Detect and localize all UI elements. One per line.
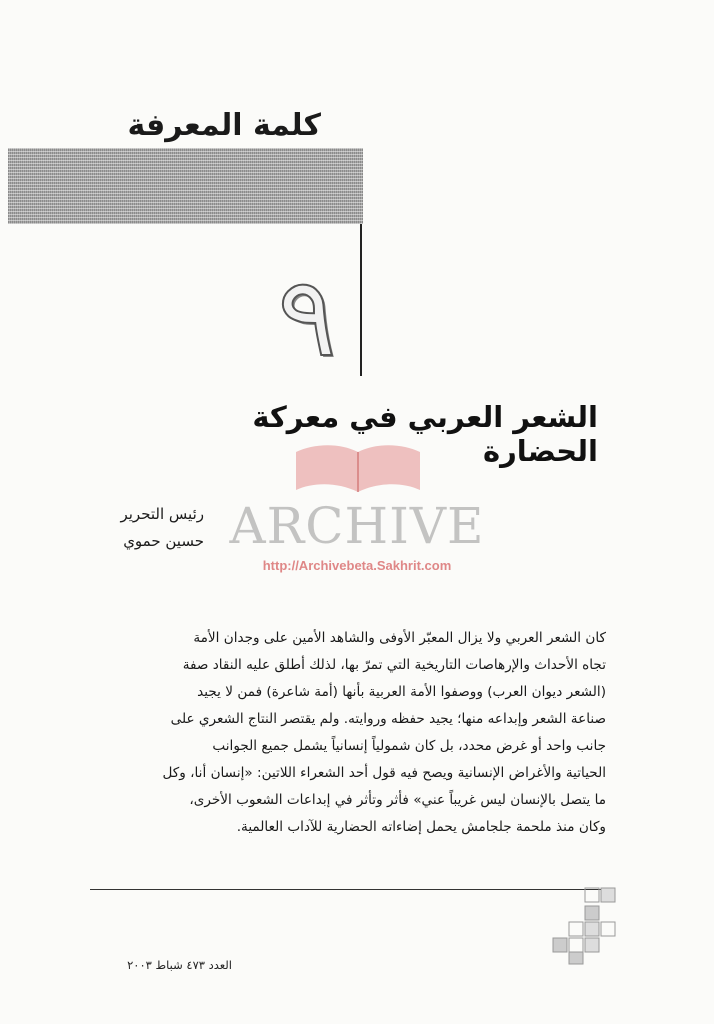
- archive-book-logo-icon: [288, 440, 428, 500]
- editor-name: حسين حموي: [123, 532, 204, 550]
- issue-page-number: ٩: [277, 253, 337, 381]
- body-line: صناعة الشعر وإبداعه منها؛ يجيد حفظه وروايته. ولم يقتصر النتاج الشعري على: [170, 711, 606, 727]
- hatched-banner: [8, 148, 363, 224]
- section-title: كلمة المعرفة: [127, 108, 321, 143]
- body-line: وكان منذ ملحمة جلجامش يحمل إضاءاته الحضارية للآداب العالمية.: [236, 819, 606, 835]
- editor-role: رئيس التحرير: [120, 505, 204, 523]
- body-line: ما يتصل بالإنسان ليس غريباً عني» فأثر وتأثر في إبداعات الشعوب الأخرى،: [189, 792, 606, 808]
- body-line: (الشعر ديوان العرب) ووصفوا الأمة العربية بأنها (أمة شاعرة) فمن لا يجيد: [197, 684, 606, 700]
- horizontal-rule: [90, 889, 607, 890]
- body-line: كان الشعر العربي ولا يزال المعبّر الأوفى والشاهد الأمين على وجدان الأمة: [193, 630, 606, 646]
- decorative-squares-icon: [545, 886, 625, 966]
- body-line: الحياتية والأغراض الإنسانية ويصح فيه قول أحد الشعراء اللاتين: «إنسان أنا، وكل: [162, 765, 606, 781]
- archive-watermark: ARCHIVE: [229, 497, 485, 555]
- issue-footer: العدد ٤٧٣ شباط ٢٠٠٣: [127, 958, 232, 972]
- body-line: تجاه الأحداث والإرهاصات التاريخية التي تمرّ بها، لذلك أطلق عليه النقاد صفة: [182, 657, 606, 673]
- archive-url: http://Archivebeta.Sakhrit.com: [262, 558, 452, 573]
- article-title: الشعر العربي في معركة الحضارة: [252, 400, 598, 468]
- body-paragraph: [84, 625, 606, 841]
- body-line: جانب واحد أو غرض محدد، بل كان شمولياً إنسانياً يشمل جميع الجوانب: [212, 738, 606, 754]
